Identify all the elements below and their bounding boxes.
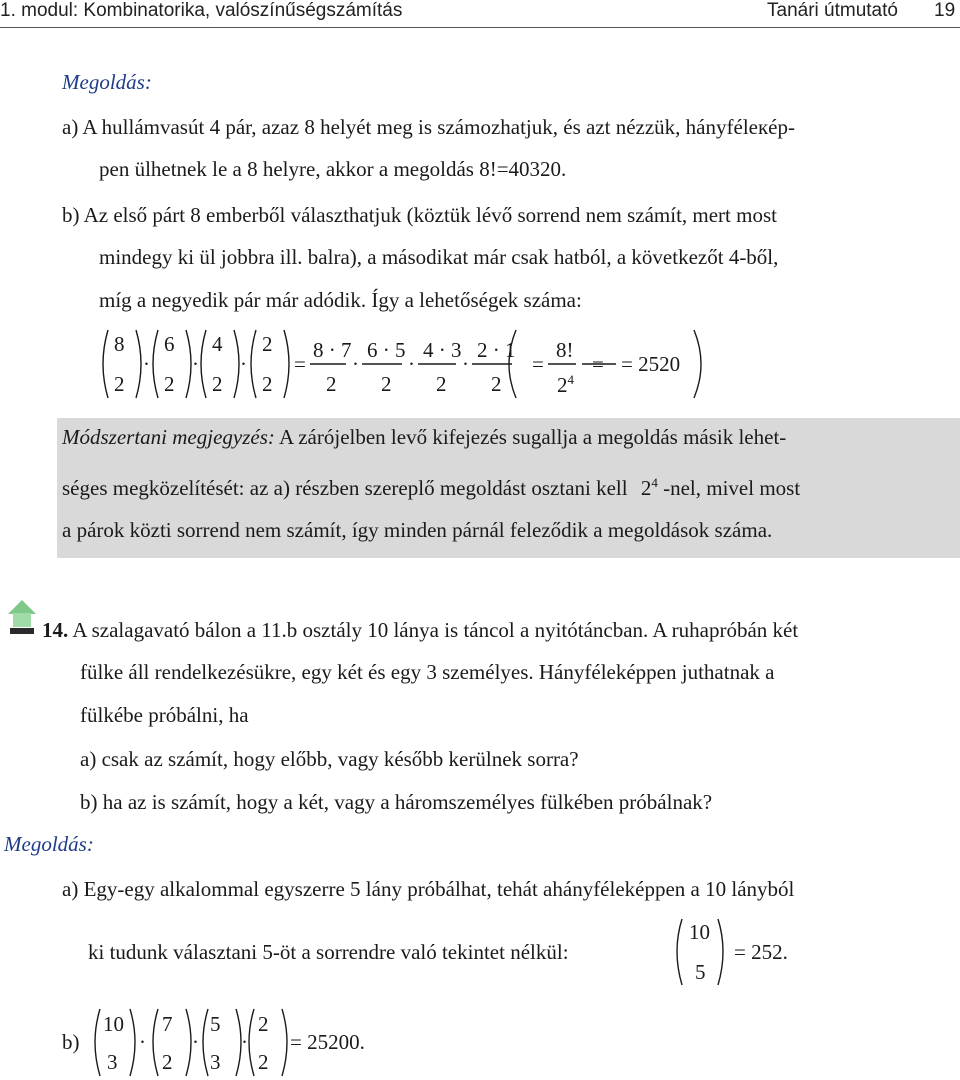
sol1-a-line2: pen ülhetnek le a 8 helyre, akkor a megoldás 8!=40320. bbox=[99, 157, 567, 181]
binom4-top: 2 bbox=[262, 332, 273, 356]
formula-1-result: = 2520 bbox=[621, 352, 681, 376]
frac2-den: 2 bbox=[381, 372, 392, 396]
binom-b1-bottom: 3 bbox=[107, 1050, 118, 1074]
binom3-top: 4 bbox=[212, 332, 223, 356]
note-line1: Módszertani megjegyzés: A zárójelben levő kifejezés sugallja a megoldás másik lehet- bbox=[62, 425, 787, 449]
frac3-num: 4 · 3 bbox=[423, 338, 462, 362]
header-rule bbox=[0, 27, 960, 28]
home-icon bbox=[4, 598, 40, 636]
binom2-top: 6 bbox=[164, 332, 175, 356]
binom3-bottom: 2 bbox=[212, 372, 223, 396]
header-left: 1. modul: Kombinatorika, valószínűségszámítás bbox=[0, 0, 403, 21]
sol1-b-line3: míg a negyedik pár már adódik. Így a lehetőségek száma: bbox=[99, 288, 582, 312]
frac1-num: 8 · 7 bbox=[313, 338, 352, 362]
binom2-bottom: 2 bbox=[164, 372, 175, 396]
solution2-heading: Megoldás: bbox=[4, 832, 94, 856]
binom1-top: 8 bbox=[114, 332, 125, 356]
sol1-b-line1: b) Az első párt 8 emberből választhatjuk (köztük lévő sorrend nem számít, mert most bbox=[62, 203, 777, 227]
binom-b2-bottom: 2 bbox=[162, 1050, 173, 1074]
sol1-b-line2: mindegy ki ül jobbra ill. balra), a másodikat már csak hatból, a következőt 4-ből, bbox=[99, 245, 779, 269]
sol2-a-line2: ki tudunk választani 5-öt a sorrendre való tekintet nélkül: bbox=[88, 940, 569, 964]
frac2-num: 6 · 5 bbox=[367, 338, 406, 362]
header-right: Tanári útmutató bbox=[767, 0, 898, 21]
note-label: Módszertani megjegyzés: bbox=[62, 425, 275, 449]
binom-a-top: 10 bbox=[689, 920, 710, 944]
binom-b1-top: 10 bbox=[103, 1012, 124, 1036]
frac1-den: 2 bbox=[326, 372, 337, 396]
formula-b-result: = 25200. bbox=[290, 1030, 365, 1054]
task14-question-b: b) ha az is számít, hogy a két, vagy a háromszemélyes fülkében próbálnak? bbox=[80, 790, 713, 814]
binom-b4-top: 2 bbox=[258, 1012, 269, 1036]
note-line2: séges megközelítését: az a) részben szereplő megoldást osztani kell $2^4$ -nel, mivel most bbox=[62, 475, 801, 500]
sol2-b-label: b) bbox=[62, 1030, 80, 1054]
task-number: 14. bbox=[42, 618, 69, 642]
solution-heading: Megoldás: bbox=[62, 70, 152, 94]
binom1-bottom: 2 bbox=[114, 372, 125, 396]
task14-line3: fülkébe próbálni, ha bbox=[80, 703, 249, 727]
binom-b2-top: 7 bbox=[162, 1012, 173, 1036]
task14-question-a: a) csak az számít, hogy előbb, vagy később kerülnek sorra? bbox=[80, 747, 579, 771]
sol1-a-line1: a) A hullámvasút 4 pár, azaz 8 helyét meg is számozhatjuk, és azt nézzük, hányféleкép- bbox=[62, 115, 795, 139]
binom4-bottom: 2 bbox=[262, 372, 273, 396]
binom-a-result: = 252. bbox=[734, 940, 788, 964]
big-frac-num: 8! bbox=[556, 338, 574, 362]
binom-b3-bottom: 3 bbox=[210, 1050, 221, 1074]
big-frac-den: $2^4$ bbox=[557, 372, 574, 397]
task14-line2: fülke áll rendelkezésükre, egy két és egy 3 személyes. Hányféleképpen juthatnak a bbox=[80, 660, 775, 684]
binom-b3-top: 5 bbox=[210, 1012, 221, 1036]
sol2-a-line1: a) Egy-egy alkalommal egyszerre 5 lány próbálhat, tehát ahányféleképpen a 10 lányból bbox=[62, 877, 795, 901]
frac3-den: 2 bbox=[436, 372, 447, 396]
page-number: 19 bbox=[934, 0, 956, 21]
task14-line1: 14. A szalagavató bálon a 11.b osztály 10 lánya is táncol a nyitótáncban. A ruhapróbán két bbox=[42, 618, 799, 642]
frac4-den: 2 bbox=[491, 372, 502, 396]
binom-b4-bottom: 2 bbox=[258, 1050, 269, 1074]
note-line3: a párok közti sorrend nem számít, így minden párnál feleződik a megoldások száma. bbox=[62, 518, 773, 542]
binom-a-bottom: 5 bbox=[695, 960, 706, 984]
frac4-num: 2 · 1 bbox=[477, 338, 516, 362]
